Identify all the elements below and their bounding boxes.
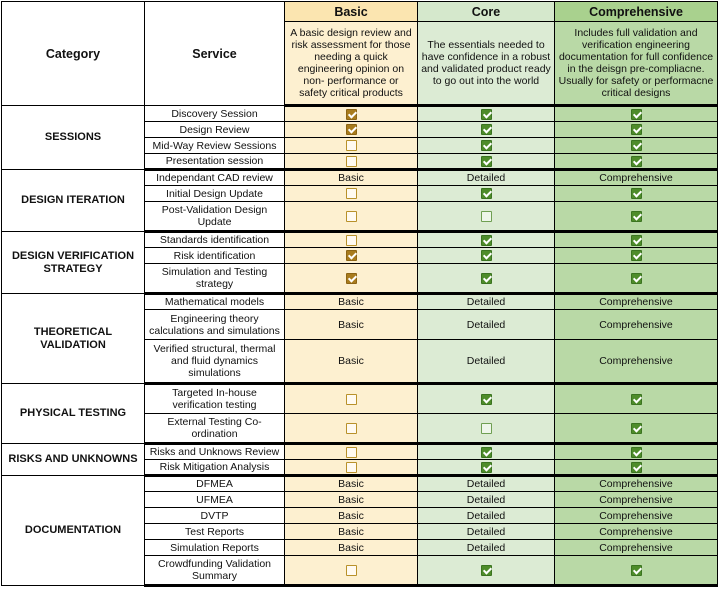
basic-tier-level: Basic xyxy=(285,310,418,340)
basic-tier-level: Basic xyxy=(285,294,418,310)
tier-core-name: Core xyxy=(418,2,555,22)
checked-box-icon xyxy=(346,124,357,135)
service-header: Service xyxy=(145,2,285,106)
comp-tier-cell xyxy=(555,122,718,138)
core-tier-cell xyxy=(418,248,555,264)
category-cell: THEORETICAL VALIDATION xyxy=(2,294,145,384)
comp-tier-level: Comprehensive xyxy=(555,310,718,340)
comp-tier-cell xyxy=(555,264,718,294)
empty-box-icon xyxy=(346,235,357,246)
service-cell: Mid-Way Review Sessions xyxy=(145,138,285,154)
checked-box-icon xyxy=(631,423,642,434)
comp-tier-level: Comprehensive xyxy=(555,294,718,310)
basic-tier-cell xyxy=(285,106,418,122)
basic-tier-level: Basic xyxy=(285,508,418,524)
core-tier-level: Detailed xyxy=(418,294,555,310)
basic-tier-cell xyxy=(285,186,418,202)
basic-tier-cell xyxy=(285,444,418,460)
core-tier-cell xyxy=(418,556,555,586)
service-cell: Mathematical models xyxy=(145,294,285,310)
comp-tier-level: Comprehensive xyxy=(555,508,718,524)
core-tier-level: Detailed xyxy=(418,340,555,384)
checked-box-icon xyxy=(631,211,642,222)
core-tier-level: Detailed xyxy=(418,540,555,556)
table-row xyxy=(2,170,718,186)
checked-box-icon xyxy=(481,447,492,458)
category-cell: RISKS AND UNKNOWNS xyxy=(2,444,145,476)
checked-box-icon xyxy=(631,156,642,167)
checked-box-icon xyxy=(631,394,642,405)
basic-tier-level: Basic xyxy=(285,476,418,492)
checked-box-icon xyxy=(631,565,642,576)
checked-box-icon xyxy=(481,124,492,135)
checked-box-icon xyxy=(631,124,642,135)
basic-tier-level: Basic xyxy=(285,170,418,186)
service-cell: Test Reports xyxy=(145,524,285,540)
basic-tier-cell xyxy=(285,154,418,170)
tier-basic-name: Basic xyxy=(285,2,418,22)
checked-box-icon xyxy=(631,273,642,284)
comp-tier-level: Comprehensive xyxy=(555,524,718,540)
core-tier-cell xyxy=(418,186,555,202)
checked-box-icon xyxy=(346,250,357,261)
comp-tier-cell xyxy=(555,248,718,264)
table-body xyxy=(2,106,718,586)
comp-tier-level: Comprehensive xyxy=(555,170,718,186)
basic-tier-cell xyxy=(285,122,418,138)
comp-tier-cell xyxy=(555,444,718,460)
core-tier-level: Detailed xyxy=(418,492,555,508)
service-cell: UFMEA xyxy=(145,492,285,508)
basic-tier-level: Basic xyxy=(285,340,418,384)
empty-box-icon xyxy=(346,394,357,405)
service-cell: DFMEA xyxy=(145,476,285,492)
service-cell: Standards identification xyxy=(145,232,285,248)
empty-box-icon xyxy=(346,140,357,151)
table-row xyxy=(2,444,718,460)
core-tier-level: Detailed xyxy=(418,508,555,524)
service-cell: Risk identification xyxy=(145,248,285,264)
tier-core-description: The essentials needed to have confidence in a robust and validated product ready to go out into the world xyxy=(418,22,555,106)
table-row xyxy=(2,106,718,122)
core-tier-level: Detailed xyxy=(418,524,555,540)
checked-box-icon xyxy=(346,273,357,284)
basic-tier-cell xyxy=(285,264,418,294)
service-cell: Post-Validation Design Update xyxy=(145,202,285,232)
basic-tier-level: Basic xyxy=(285,524,418,540)
basic-tier-cell xyxy=(285,232,418,248)
empty-box-icon xyxy=(346,462,357,473)
core-tier-cell xyxy=(418,444,555,460)
basic-tier-cell xyxy=(285,460,418,476)
comp-tier-cell xyxy=(555,232,718,248)
empty-box-icon xyxy=(346,447,357,458)
comp-tier-level: Comprehensive xyxy=(555,492,718,508)
checked-box-icon xyxy=(481,188,492,199)
core-tier-cell xyxy=(418,264,555,294)
checked-box-icon xyxy=(481,109,492,120)
service-cell: Targeted In-house verification testing xyxy=(145,384,285,414)
comp-tier-cell xyxy=(555,414,718,444)
service-cell: Simulation Reports xyxy=(145,540,285,556)
basic-tier-level: Basic xyxy=(285,492,418,508)
empty-box-icon xyxy=(481,423,492,434)
table-row xyxy=(2,384,718,414)
comp-tier-cell xyxy=(555,202,718,232)
table-row xyxy=(2,294,718,310)
tier-comprehensive-name: Comprehensive xyxy=(555,2,718,22)
checked-box-icon xyxy=(631,188,642,199)
service-cell: Crowdfunding Validation Summary xyxy=(145,556,285,586)
service-cell: Discovery Session xyxy=(145,106,285,122)
category-cell: DOCUMENTATION xyxy=(2,476,145,586)
tier-basic-description: A basic design review and risk assessment for those needing a quick engineering opinion on non- performance or safety critical products xyxy=(285,22,418,106)
core-tier-cell xyxy=(418,122,555,138)
basic-tier-cell xyxy=(285,202,418,232)
category-cell: DESIGN VERIFICATION STRATEGY xyxy=(2,232,145,294)
basic-tier-level: Basic xyxy=(285,540,418,556)
checked-box-icon xyxy=(481,140,492,151)
category-cell: PHYSICAL TESTING xyxy=(2,384,145,444)
core-tier-cell xyxy=(418,384,555,414)
comp-tier-cell xyxy=(555,154,718,170)
service-cell: External Testing Co-ordination xyxy=(145,414,285,444)
core-tier-level: Detailed xyxy=(418,310,555,340)
checked-box-icon xyxy=(631,109,642,120)
basic-tier-cell xyxy=(285,556,418,586)
basic-tier-cell xyxy=(285,138,418,154)
basic-tier-cell xyxy=(285,248,418,264)
service-cell: Risk Mitigation Analysis xyxy=(145,460,285,476)
checked-box-icon xyxy=(481,156,492,167)
table-row xyxy=(2,232,718,248)
checked-box-icon xyxy=(631,140,642,151)
service-cell: Presentation session xyxy=(145,154,285,170)
core-tier-level: Detailed xyxy=(418,476,555,492)
category-header: Category xyxy=(2,2,145,106)
service-cell: Design Review xyxy=(145,122,285,138)
core-tier-cell xyxy=(418,138,555,154)
core-tier-cell xyxy=(418,202,555,232)
service-cell: Independant CAD review xyxy=(145,170,285,186)
empty-box-icon xyxy=(346,565,357,576)
category-cell: DESIGN ITERATION xyxy=(2,170,145,232)
checked-box-icon xyxy=(631,462,642,473)
empty-box-icon xyxy=(346,423,357,434)
checked-box-icon xyxy=(631,447,642,458)
checked-box-icon xyxy=(481,394,492,405)
core-tier-cell xyxy=(418,232,555,248)
core-tier-cell xyxy=(418,460,555,476)
service-cell: Risks and Unknows Review xyxy=(145,444,285,460)
comp-tier-level: Comprehensive xyxy=(555,476,718,492)
category-cell: SESSIONS xyxy=(2,106,145,170)
basic-tier-cell xyxy=(285,414,418,444)
comp-tier-cell xyxy=(555,460,718,476)
comp-tier-cell xyxy=(555,138,718,154)
comp-tier-level: Comprehensive xyxy=(555,340,718,384)
comp-tier-cell xyxy=(555,186,718,202)
service-comparison-table xyxy=(1,1,718,587)
comp-tier-level: Comprehensive xyxy=(555,540,718,556)
comp-tier-cell xyxy=(555,384,718,414)
empty-box-icon xyxy=(346,188,357,199)
comp-tier-cell xyxy=(555,106,718,122)
service-cell: Verified structural, thermal and fluid dynamics simulations xyxy=(145,340,285,384)
checked-box-icon xyxy=(481,235,492,246)
table-row xyxy=(2,476,718,492)
service-cell: DVTP xyxy=(145,508,285,524)
core-tier-cell xyxy=(418,106,555,122)
core-tier-cell xyxy=(418,414,555,444)
checked-box-icon xyxy=(481,565,492,576)
service-cell: Engineering theory calculations and simulations xyxy=(145,310,285,340)
checked-box-icon xyxy=(631,235,642,246)
empty-box-icon xyxy=(481,211,492,222)
checked-box-icon xyxy=(346,109,357,120)
core-tier-level: Detailed xyxy=(418,170,555,186)
checked-box-icon xyxy=(481,250,492,261)
empty-box-icon xyxy=(346,211,357,222)
service-cell: Simulation and Testing strategy xyxy=(145,264,285,294)
core-tier-cell xyxy=(418,154,555,170)
empty-box-icon xyxy=(346,156,357,167)
checked-box-icon xyxy=(481,273,492,284)
service-cell: Initial Design Update xyxy=(145,186,285,202)
checked-box-icon xyxy=(481,462,492,473)
comp-tier-cell xyxy=(555,556,718,586)
tier-comprehensive-description: Includes full validation and verification engineering documentation for full confidence in the deisgn pre-compliacne. Usually for safety or performacne critical designs xyxy=(555,22,718,106)
basic-tier-cell xyxy=(285,384,418,414)
checked-box-icon xyxy=(631,250,642,261)
